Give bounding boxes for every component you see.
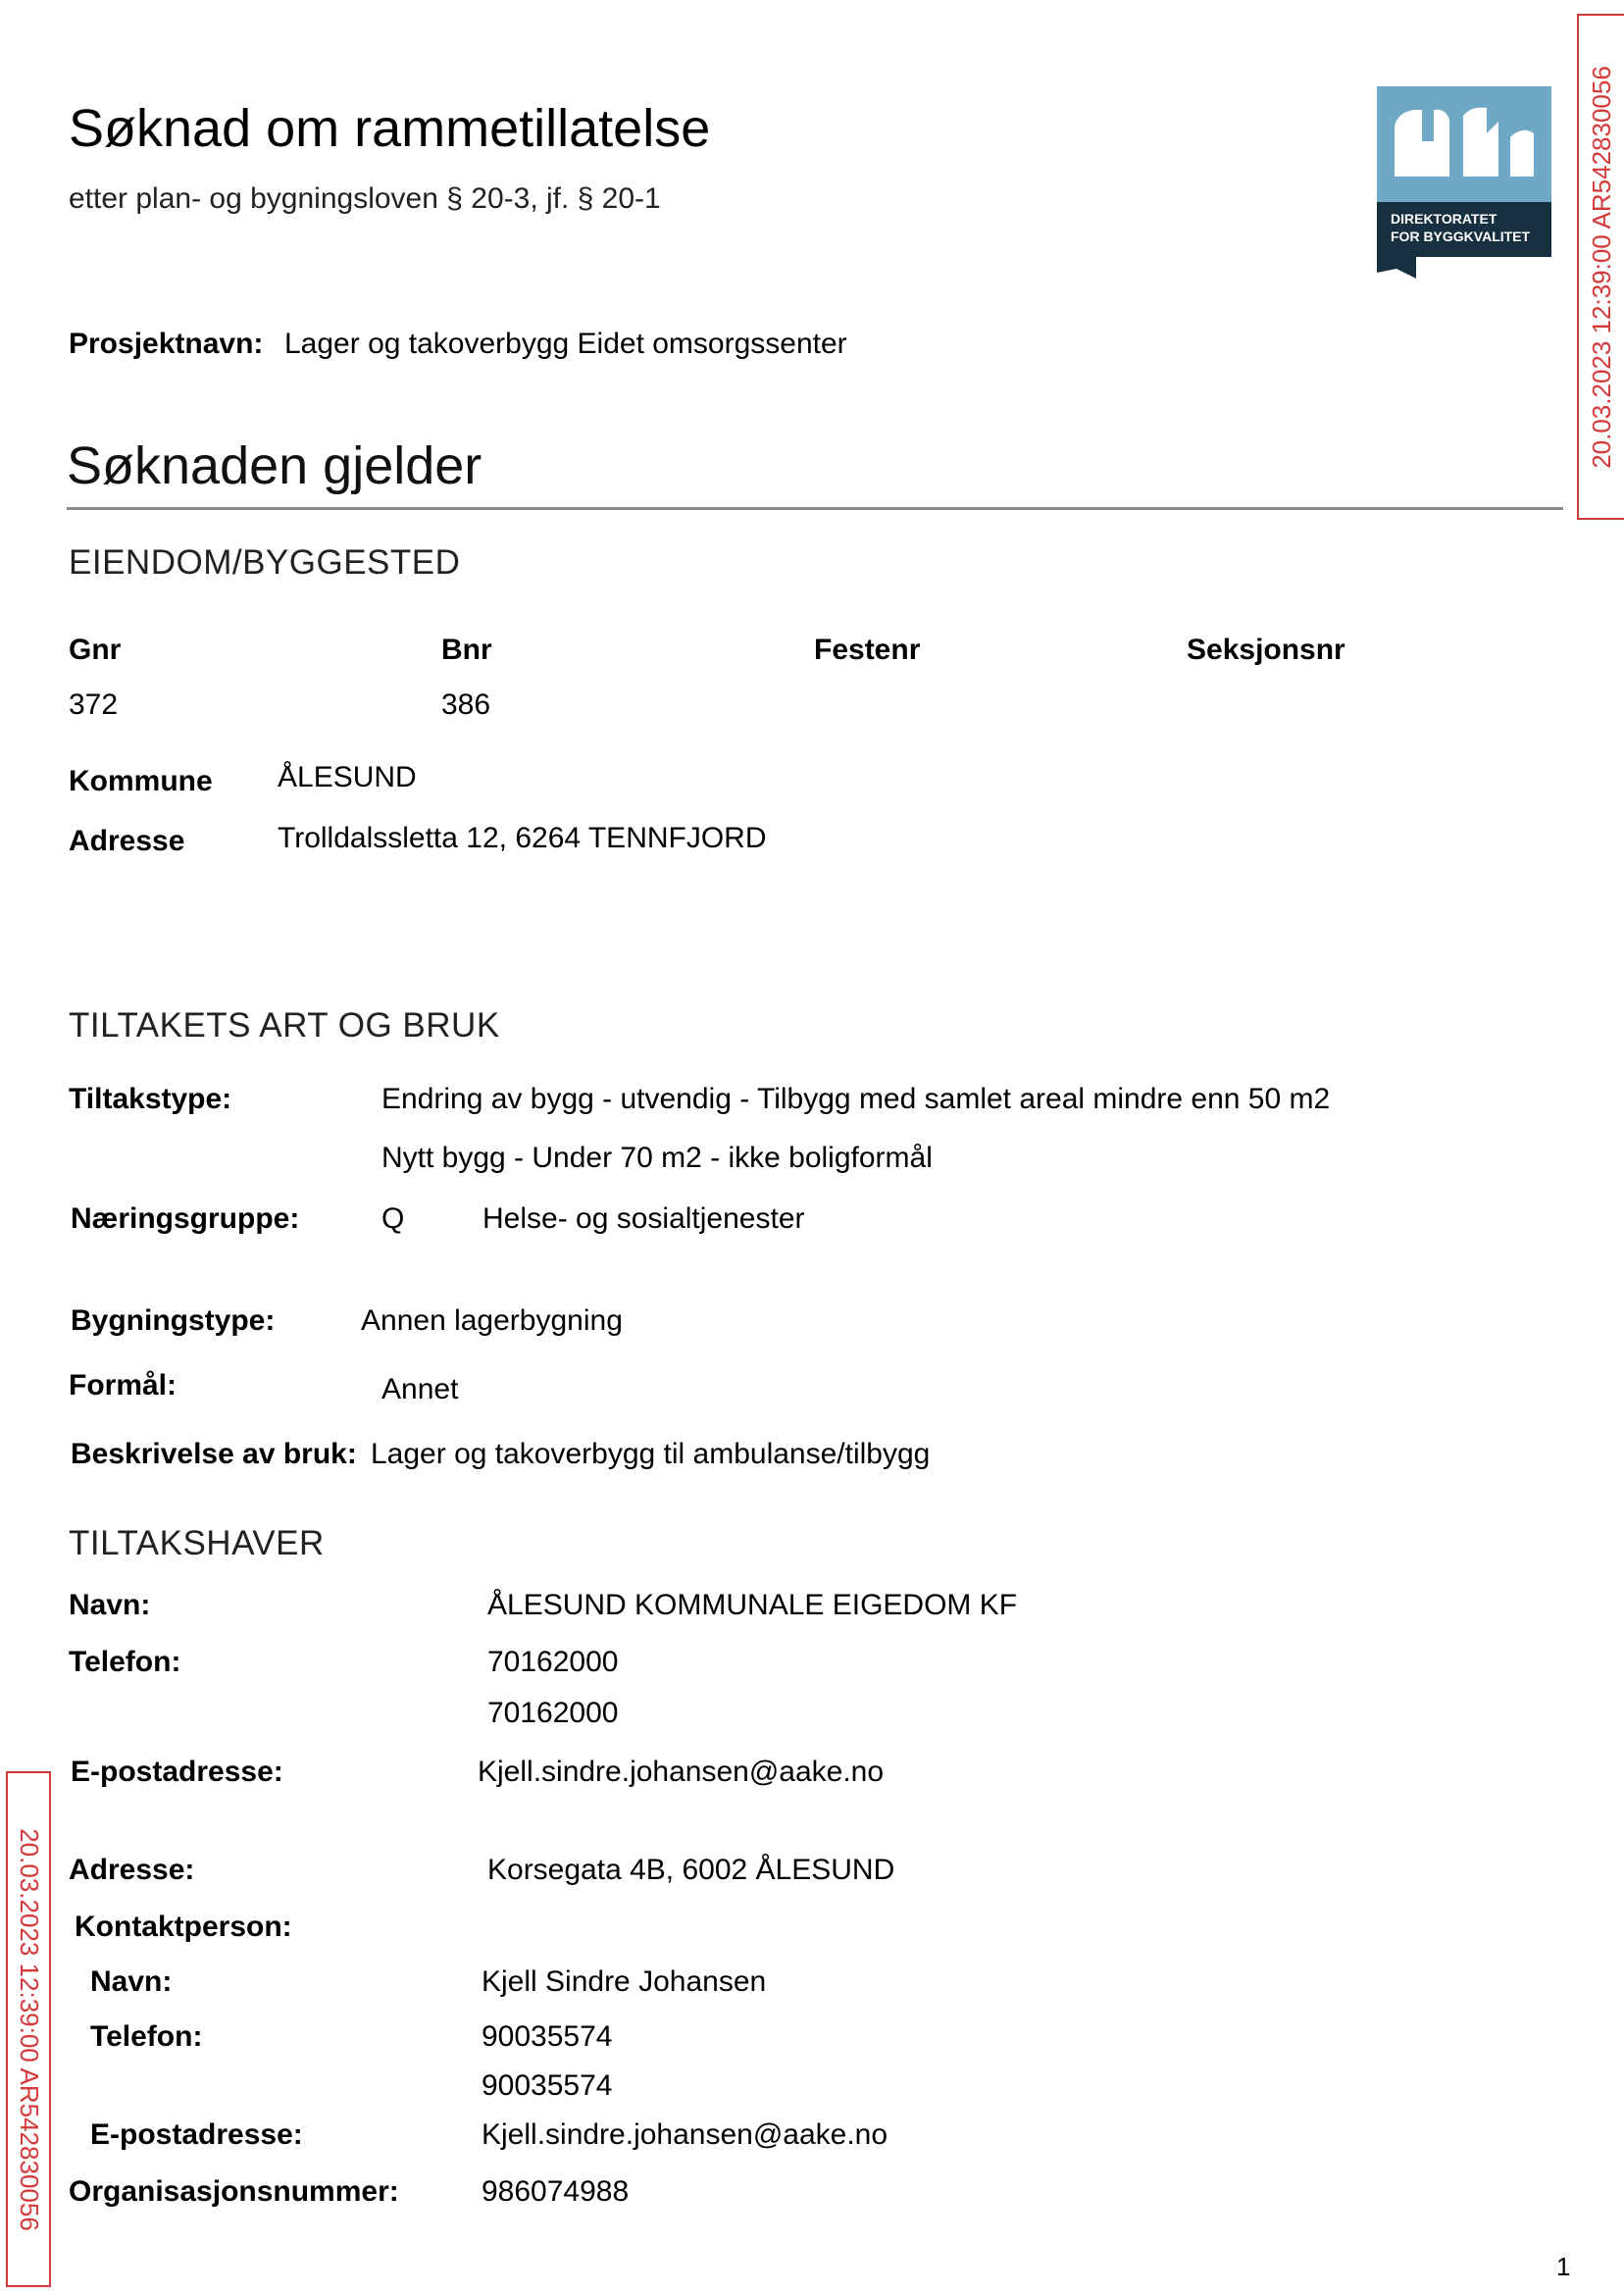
gnr-label: Gnr (69, 634, 122, 666)
kontakt-telefon-label: Telefon: (90, 2020, 203, 2053)
tiltakshaver-epost-label: E-postadresse: (71, 1756, 283, 1788)
seksjonsnr-label: Seksjonsnr (1187, 634, 1345, 666)
tiltakshaver-navn-value: ÅLESUND KOMMUNALE EIGEDOM KF (487, 1589, 1018, 1621)
kontakt-navn-label: Navn: (90, 1965, 173, 1998)
bnr-label: Bnr (441, 634, 492, 666)
tiltakshaver-adresse-value: Korsegata 4B, 6002 ÅLESUND (487, 1854, 895, 1886)
logo-text-line1: DIREKTORATET (1391, 211, 1497, 227)
section-divider (67, 507, 1563, 510)
bygningstype-value: Annen lagerbygning (361, 1304, 623, 1337)
tiltakstype-value-2: Nytt bygg - Under 70 m2 - ikke boligformål (381, 1142, 933, 1174)
received-stamp-right: 20.03.2023 12:39:00 AR542830056 (1577, 14, 1624, 520)
naeringsgruppe-value: Helse- og sosialtjenester (482, 1202, 805, 1235)
festenr-label: Festenr (814, 634, 921, 666)
bnr-value: 386 (441, 688, 491, 721)
tiltakshaver-epost-value: Kjell.sindre.johansen@aake.no (478, 1756, 885, 1788)
received-stamp-left: 20.03.2023 12:39:00 AR542830056 (6, 1771, 51, 2287)
document-title: Søknad om rammetillatelse (69, 99, 711, 158)
project-name-value: Lager og takoverbygg Eidet omsorgssenter (284, 328, 847, 360)
tiltakstype-label: Tiltakstype: (69, 1083, 232, 1115)
organisasjonsnummer-label: Organisasjonsnummer: (69, 2175, 399, 2208)
naeringsgruppe-code: Q (381, 1202, 405, 1235)
naeringsgruppe-label: Næringsgruppe: (71, 1202, 300, 1235)
dibk-logo (1377, 86, 1553, 279)
beskrivelse-label: Beskrivelse av bruk: (71, 1438, 357, 1470)
page-number: 1 (1556, 2252, 1571, 2281)
kontakt-telefon-value-1: 90035574 (482, 2020, 613, 2053)
kontakt-epost-value: Kjell.sindre.johansen@aake.no (482, 2118, 888, 2151)
project-name-label: Prosjektnavn: (69, 328, 264, 360)
adresse-value: Trolldalssletta 12, 6264 TENNFJORD (278, 822, 767, 854)
eiendom-heading: EIENDOM/BYGGESTED (69, 543, 461, 582)
tiltakshaver-telefon-value-1: 70162000 (487, 1646, 619, 1678)
logo-text-line2: FOR BYGGKVALITET (1391, 229, 1531, 244)
document-subtitle: etter plan- og bygningsloven § 20-3, jf. § 20-1 (69, 182, 661, 215)
tiltakshaver-telefon-label: Telefon: (69, 1646, 181, 1678)
beskrivelse-value: Lager og takoverbygg til ambulanse/tilbygg (371, 1438, 931, 1470)
organisasjonsnummer-value: 986074988 (482, 2175, 630, 2208)
bygningstype-label: Bygningstype: (71, 1304, 276, 1337)
tiltakshaver-adresse-label: Adresse: (69, 1854, 195, 1886)
formal-value: Annet (381, 1373, 459, 1405)
formal-label: Formål: (69, 1369, 178, 1402)
tiltak-heading: TILTAKETS ART OG BRUK (69, 1006, 500, 1045)
kontakt-epost-label: E-postadresse: (90, 2118, 303, 2151)
tiltakshaver-heading: TILTAKSHAVER (69, 1524, 325, 1562)
kommune-value: ÅLESUND (278, 761, 417, 793)
kommune-label: Kommune (69, 765, 213, 797)
kontakt-telefon-value-2: 90035574 (482, 2069, 613, 2102)
kontakt-navn-value: Kjell Sindre Johansen (482, 1965, 767, 1998)
tiltakshaver-telefon-value-2: 70162000 (487, 1697, 619, 1729)
gnr-value: 372 (69, 688, 119, 721)
tiltakstype-value-1: Endring av bygg - utvendig - Tilbygg med samlet areal mindre enn 50 m2 (381, 1083, 1331, 1115)
kontaktperson-label: Kontaktperson: (75, 1911, 292, 1943)
adresse-label: Adresse (69, 825, 185, 857)
section-heading: Søknaden gjelder (67, 436, 482, 495)
tiltakshaver-navn-label: Navn: (69, 1589, 151, 1621)
